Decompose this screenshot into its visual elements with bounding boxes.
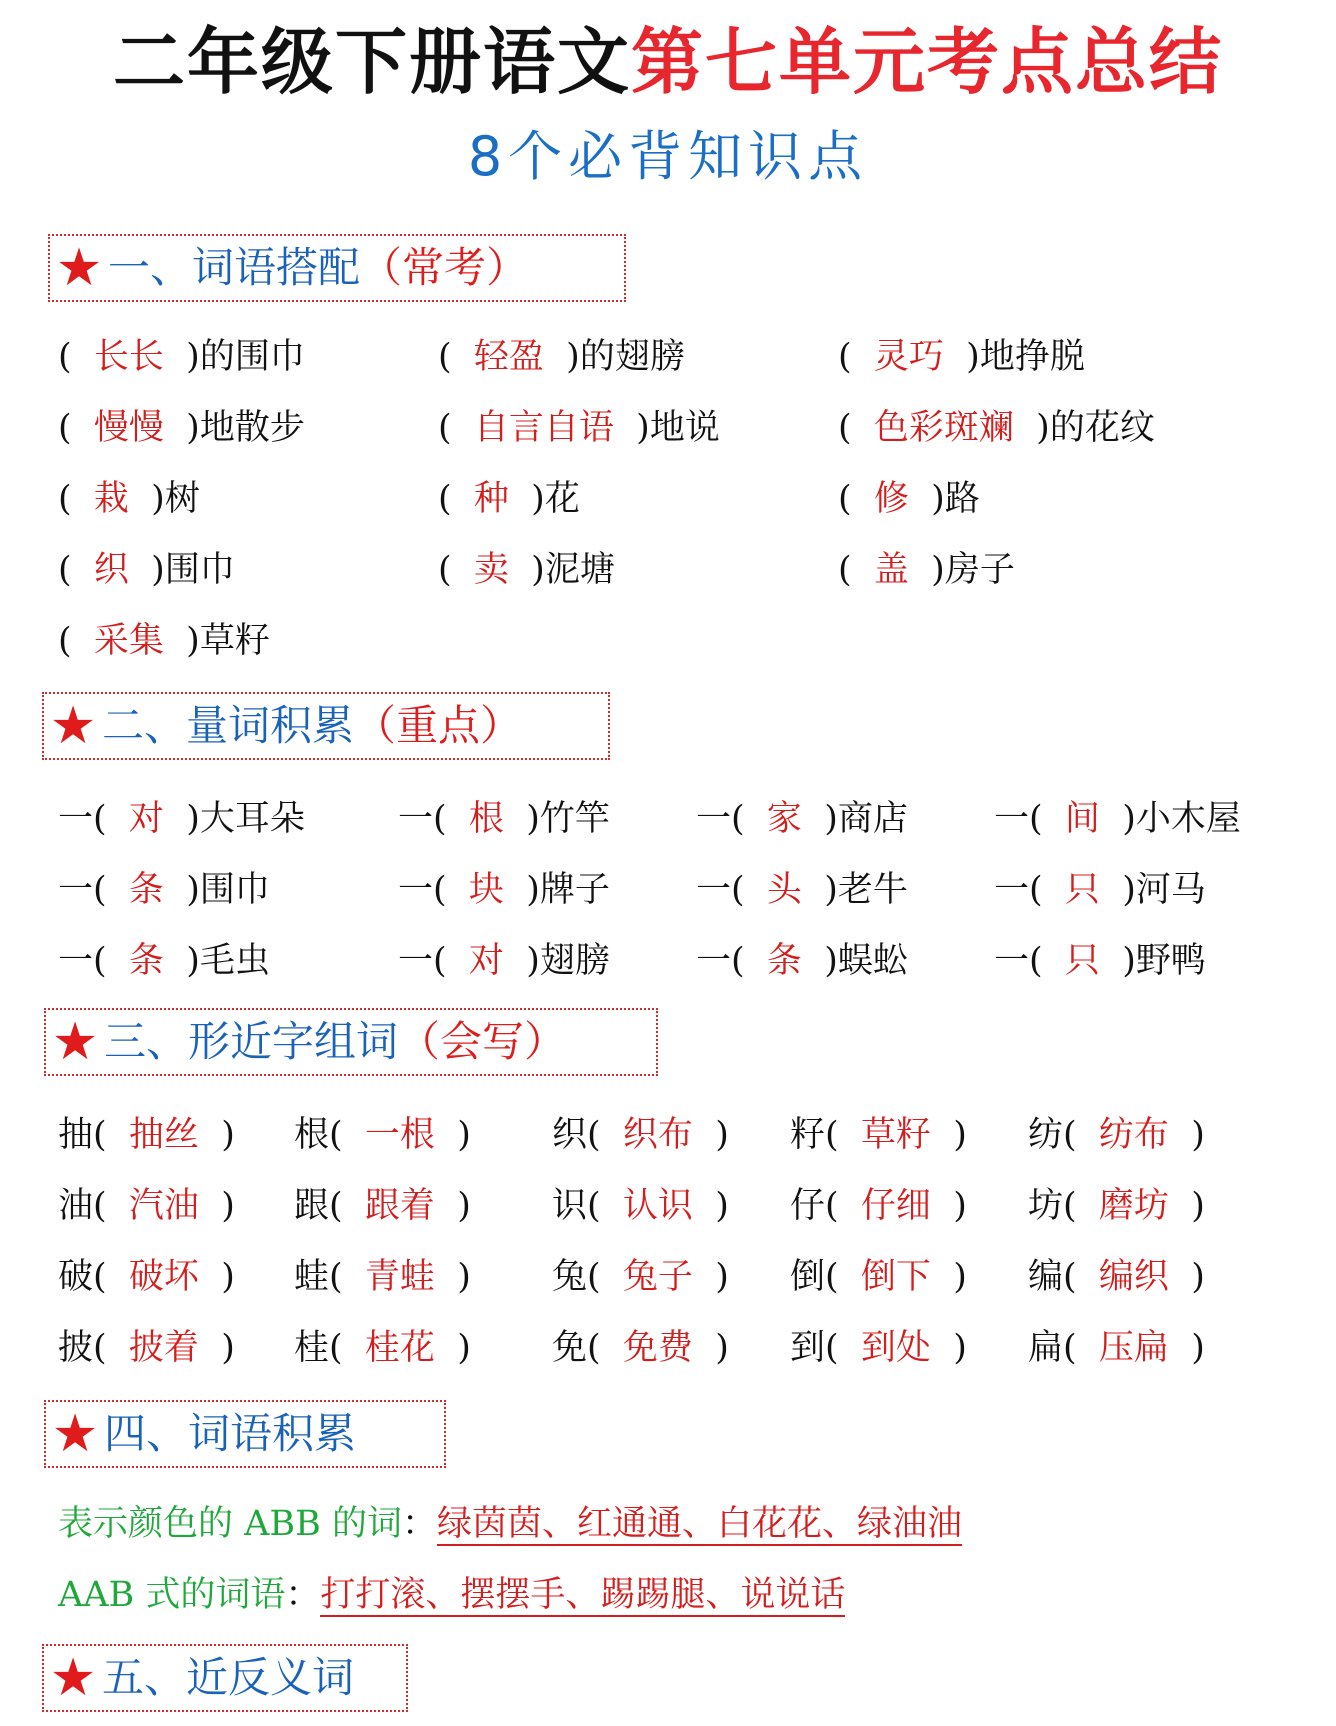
collocation-suffix: 的花纹: [1049, 408, 1155, 448]
collocation-item: ( 长长 )的围巾: [58, 337, 305, 377]
similar-char-item: 籽( 草籽 ): [790, 1115, 967, 1155]
section-title: 五、近反义词: [102, 1653, 355, 1702]
similar-char-item: 扁( 压扁 ): [1028, 1328, 1205, 1368]
collocation-row: [0, 470, 1336, 528]
similar-char-item: 到( 到处 ): [790, 1328, 967, 1368]
similar-char: 纺: [1028, 1115, 1064, 1155]
measure-prefix: 一: [58, 870, 94, 910]
similar-char: 抽: [58, 1115, 94, 1155]
similar-char-item: 跟( 跟着 ): [294, 1186, 471, 1226]
similar-char-word: 到处: [860, 1328, 931, 1368]
star-icon: ★: [55, 238, 103, 298]
collocation-item: ( 栽 )树: [58, 479, 200, 519]
measure-word-item: 一( 对 )翅膀: [398, 941, 610, 981]
measure-suffix: 老牛: [837, 870, 908, 910]
measure-answer: 条: [128, 870, 164, 910]
word-accumulation-line: [58, 1566, 845, 1624]
collocation-row: [0, 399, 1336, 457]
measure-answer: 条: [766, 941, 802, 981]
measure-suffix: 牌子: [539, 870, 610, 910]
measure-word-item: 一( 条 )围巾: [58, 870, 270, 910]
measure-suffix: 翅膀: [539, 941, 610, 981]
section-tag: （重点）: [354, 701, 523, 750]
similar-char: 仔: [790, 1186, 826, 1226]
measure-prefix: 一: [696, 870, 732, 910]
measure-word-item: 一( 根 )竹竿: [398, 799, 610, 839]
similar-char-item: 编( 编织 ): [1028, 1257, 1205, 1297]
star-icon: ★: [49, 1648, 97, 1708]
similar-char-word: 跟着: [364, 1186, 435, 1226]
word-accumulation-line: [58, 1495, 962, 1553]
collocation-suffix: 房子: [944, 550, 1015, 590]
similar-char: 油: [58, 1186, 94, 1226]
collocation-answer: 采集: [93, 621, 164, 661]
similar-char-word: 倒下: [860, 1257, 931, 1297]
star-icon: ★: [51, 1012, 99, 1072]
collocation-answer: 长长: [93, 337, 164, 377]
collocation-item: ( 修 )路: [838, 479, 980, 519]
similar-char-item: 根( 一根 ): [294, 1115, 471, 1155]
measure-word-item: 一( 间 )小木屋: [994, 799, 1241, 839]
collocation-answer: 栽: [93, 479, 129, 519]
similar-char-item: 纺( 纺布 ): [1028, 1115, 1205, 1155]
measure-suffix: 商店: [837, 799, 908, 839]
measure-prefix: 一: [994, 799, 1030, 839]
similar-char-word: 免费: [622, 1328, 693, 1368]
similar-char: 识: [552, 1186, 588, 1226]
similar-char: 根: [294, 1115, 330, 1155]
section-header-5: [42, 1644, 408, 1712]
similar-char: 免: [552, 1328, 588, 1368]
similar-char: 扁: [1028, 1328, 1064, 1368]
similar-char-row: [0, 1106, 1336, 1164]
measure-answer: 条: [128, 941, 164, 981]
similar-char-row: [0, 1177, 1336, 1235]
collocation-suffix: 的围巾: [199, 337, 305, 377]
section-title: 三、形近字组词: [104, 1017, 399, 1066]
word-list: 打打滚、摆摆手、踢踢腿、说说话: [320, 1575, 846, 1615]
measure-prefix: 一: [994, 870, 1030, 910]
section-header-1: [48, 234, 626, 302]
similar-char-item: 抽( 抽丝 ): [58, 1115, 235, 1155]
measure-answer: 间: [1064, 799, 1100, 839]
collocation-answer: 轻盈: [473, 337, 544, 377]
collocation-item: ( 织 )围巾: [58, 550, 235, 590]
measure-prefix: 一: [696, 799, 732, 839]
collocation-item: ( 种 )花: [438, 479, 580, 519]
measure-answer: 对: [468, 941, 504, 981]
similar-char-word: 磨坊: [1098, 1186, 1169, 1226]
similar-char: 兔: [552, 1257, 588, 1297]
section-title: 一、词语搭配: [108, 243, 361, 292]
measure-prefix: 一: [994, 941, 1030, 981]
similar-char-word: 汽油: [128, 1186, 199, 1226]
measure-prefix: 一: [398, 941, 434, 981]
collocation-item: ( 采集 )草籽: [58, 621, 270, 661]
section-header-3: [44, 1008, 658, 1076]
similar-char: 蛙: [294, 1257, 330, 1297]
word-category-label: AAB 式的词语: [58, 1575, 286, 1615]
word-list: 绿茵茵、红通通、白花花、绿油油: [436, 1504, 962, 1544]
collocation-item: ( 灵巧 )地挣脱: [838, 337, 1085, 377]
similar-char: 编: [1028, 1257, 1064, 1297]
similar-char-item: 兔( 兔子 ): [552, 1257, 729, 1297]
similar-char-item: 桂( 桂花 ): [294, 1328, 471, 1368]
collocation-suffix: 花: [544, 479, 580, 519]
collocation-answer: 色彩斑斓: [873, 408, 1014, 448]
similar-char-item: 识( 认识 ): [552, 1186, 729, 1226]
measure-word-item: 一( 条 )蜈蚣: [696, 941, 908, 981]
similar-char-word: 压扁: [1098, 1328, 1169, 1368]
section-tag: （会写）: [398, 1017, 567, 1066]
collocation-row: [0, 328, 1336, 386]
measure-word-row: [0, 932, 1336, 990]
collocation-answer: 织: [93, 550, 129, 590]
title-red-part: 第七单元考点总结: [631, 20, 1224, 104]
collocation-suffix: 路: [944, 479, 980, 519]
measure-word-item: 一( 块 )牌子: [398, 870, 610, 910]
collocation-answer: 修: [873, 479, 909, 519]
collocation-answer: 灵巧: [873, 337, 944, 377]
measure-prefix: 一: [398, 870, 434, 910]
measure-answer: 只: [1064, 870, 1100, 910]
collocation-row: [0, 612, 1336, 670]
similar-char-row: [0, 1248, 1336, 1306]
section-header-4: [44, 1400, 446, 1468]
similar-char: 倒: [790, 1257, 826, 1297]
similar-char-item: 破( 破坏 ): [58, 1257, 235, 1297]
similar-char-item: 仔( 仔细 ): [790, 1186, 967, 1226]
collocation-answer: 盖: [873, 550, 909, 590]
similar-char-item: 织( 织布 ): [552, 1115, 729, 1155]
similar-char: 破: [58, 1257, 94, 1297]
word-category-label: 表示颜色的 ABB 的词: [58, 1504, 402, 1544]
similar-char: 桂: [294, 1328, 330, 1368]
title-black-part: 二年级下册语文: [112, 20, 631, 104]
star-icon: ★: [51, 1404, 99, 1464]
similar-char-word: 草籽: [860, 1115, 931, 1155]
similar-char-word: 认识: [622, 1186, 693, 1226]
measure-answer: 头: [766, 870, 802, 910]
collocation-item: ( 卖 )泥塘: [438, 550, 615, 590]
page-title: [0, 14, 1336, 110]
collocation-item: ( 色彩斑斓 )的花纹: [838, 408, 1155, 448]
measure-answer: 只: [1064, 941, 1100, 981]
measure-suffix: 野鸭: [1135, 941, 1206, 981]
collocation-suffix: 树: [164, 479, 200, 519]
measure-suffix: 围巾: [199, 870, 270, 910]
similar-char-item: 披( 披着 ): [58, 1328, 235, 1368]
collocation-answer: 卖: [473, 550, 509, 590]
measure-word-item: 一( 只 )野鸭: [994, 941, 1206, 981]
similar-char-word: 抽丝: [128, 1115, 199, 1155]
similar-char-word: 破坏: [128, 1257, 199, 1297]
measure-word-item: 一( 条 )毛虫: [58, 941, 270, 981]
measure-word-item: 一( 对 )大耳朵: [58, 799, 305, 839]
similar-char-word: 纺布: [1098, 1115, 1169, 1155]
measure-word-row: [0, 861, 1336, 919]
collocation-suffix: 地散步: [199, 408, 305, 448]
measure-word-row: [0, 790, 1336, 848]
similar-char-word: 一根: [364, 1115, 435, 1155]
measure-prefix: 一: [58, 799, 94, 839]
page-subtitle: 8个必背知识点: [467, 125, 869, 188]
measure-prefix: 一: [398, 799, 434, 839]
measure-answer: 块: [468, 870, 504, 910]
measure-word-item: 一( 头 )老牛: [696, 870, 908, 910]
similar-char-item: 免( 免费 ): [552, 1328, 729, 1368]
similar-char-item: 倒( 倒下 ): [790, 1257, 967, 1297]
measure-suffix: 河马: [1135, 870, 1206, 910]
measure-answer: 根: [468, 799, 504, 839]
collocation-answer: 自言自语: [473, 408, 614, 448]
star-icon: ★: [49, 696, 97, 756]
similar-char-item: 油( 汽油 ): [58, 1186, 235, 1226]
measure-prefix: 一: [58, 941, 94, 981]
collocation-item: ( 轻盈 )的翅膀: [438, 337, 685, 377]
measure-answer: 对: [128, 799, 164, 839]
measure-prefix: 一: [696, 941, 732, 981]
similar-char-word: 编织: [1098, 1257, 1169, 1297]
similar-char-word: 青蛙: [364, 1257, 435, 1297]
similar-char-word: 兔子: [622, 1257, 693, 1297]
section-header-2: [42, 692, 610, 760]
collocation-item: ( 慢慢 )地散步: [58, 408, 305, 448]
similar-char: 跟: [294, 1186, 330, 1226]
similar-char: 织: [552, 1115, 588, 1155]
measure-suffix: 小木屋: [1135, 799, 1241, 839]
similar-char-item: 蛙( 青蛙 ): [294, 1257, 471, 1297]
word-category-colon: ：: [401, 1504, 437, 1544]
measure-word-item: 一( 只 )河马: [994, 870, 1206, 910]
similar-char-item: 坊( 磨坊 ): [1028, 1186, 1205, 1226]
collocation-suffix: 草籽: [199, 621, 270, 661]
similar-char-word: 仔细: [860, 1186, 931, 1226]
collocation-suffix: 地说: [649, 408, 720, 448]
similar-char-word: 织布: [622, 1115, 693, 1155]
similar-char-word: 披着: [128, 1328, 199, 1368]
collocation-suffix: 泥塘: [544, 550, 615, 590]
collocation-suffix: 地挣脱: [979, 337, 1085, 377]
section-title: 二、量词积累: [102, 701, 355, 750]
collocation-row: [0, 541, 1336, 599]
similar-char-row: [0, 1319, 1336, 1377]
measure-suffix: 大耳朵: [199, 799, 305, 839]
collocation-item: ( 盖 )房子: [838, 550, 1015, 590]
collocation-answer: 慢慢: [93, 408, 164, 448]
similar-char-word: 桂花: [364, 1328, 435, 1368]
measure-suffix: 毛虫: [199, 941, 270, 981]
collocation-suffix: 围巾: [164, 550, 235, 590]
similar-char: 坊: [1028, 1186, 1064, 1226]
similar-char: 籽: [790, 1115, 826, 1155]
collocation-suffix: 的翅膀: [579, 337, 685, 377]
similar-char: 到: [790, 1328, 826, 1368]
word-category-colon: ：: [285, 1575, 321, 1615]
collocation-item: ( 自言自语 )地说: [438, 408, 720, 448]
measure-word-item: 一( 家 )商店: [696, 799, 908, 839]
measure-suffix: 竹竿: [539, 799, 610, 839]
collocation-answer: 种: [473, 479, 509, 519]
section-tag: （常考）: [360, 243, 529, 292]
similar-char: 披: [58, 1328, 94, 1368]
measure-suffix: 蜈蚣: [837, 941, 908, 981]
measure-answer: 家: [766, 799, 802, 839]
section-title: 四、词语积累: [104, 1409, 357, 1458]
